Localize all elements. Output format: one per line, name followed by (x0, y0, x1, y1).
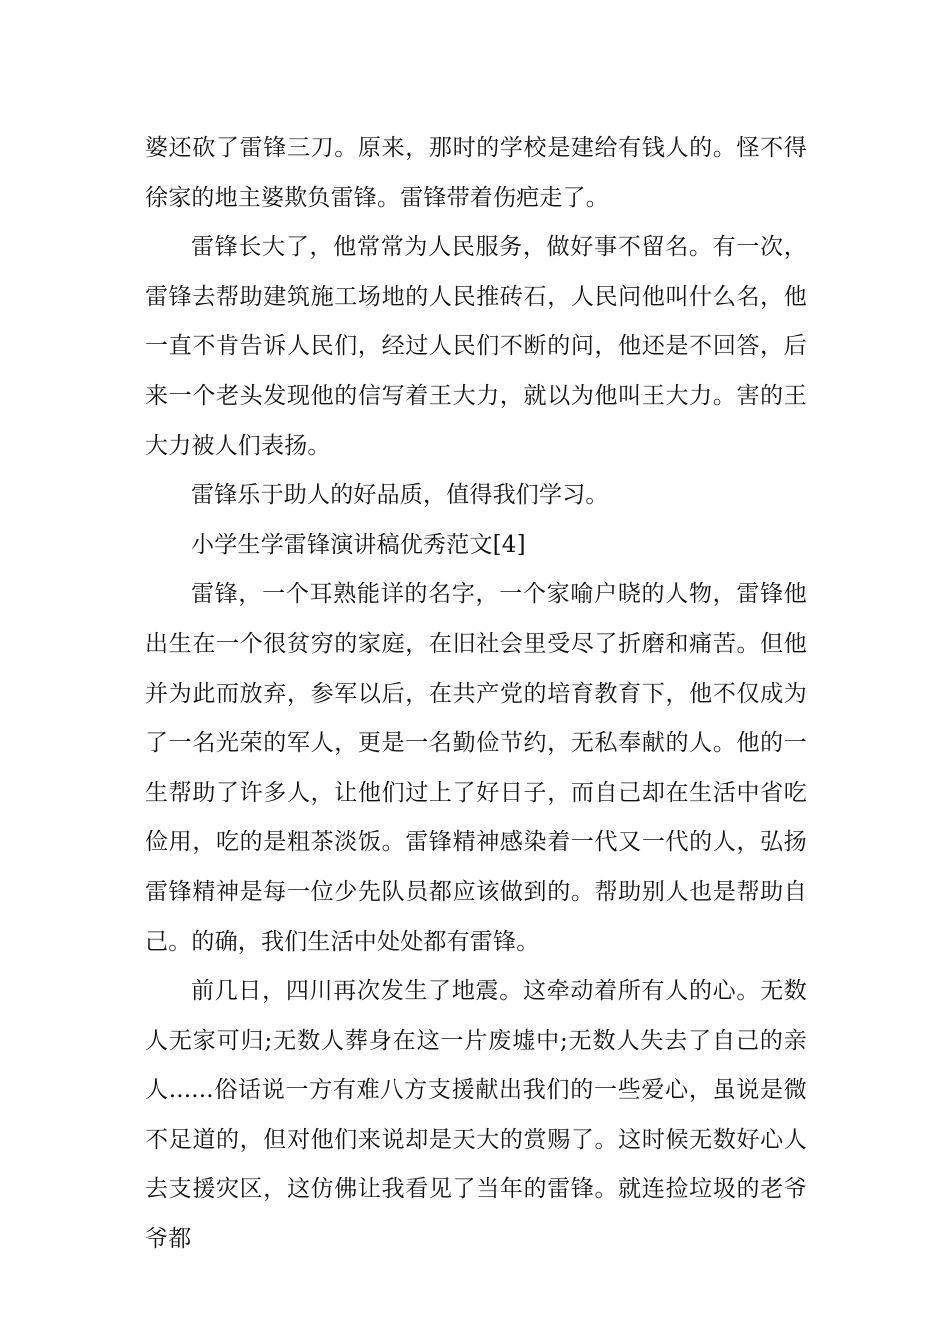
paragraph-5: 前几日，四川再次发生了地震。这牵动着所有人的心。无数人无家可归;无数人葬身在这一片废墟中;无数人失去了自己的亲人......俗话说一方有难八方支援献出我们的一些爱心，虽说是微不足道的，但对他们来说却是天大的赏赐了。这时候无数好心人去支援灾区，这仿佛让我看见了当年的雷锋。就连捡垃圾的老爷爷都 (145, 978, 807, 1253)
paragraph-4: 雷锋，一个耳熟能详的名字，一个家喻户晓的人物，雷锋他出生在一个很贫穷的家庭，在旧社会里受尽了折磨和痛苦。但他并为此而放弃，参军以后，在共产党的培育教育下，他不仅成为了一名光荣的军人，更是一名勤俭节约，无私奉献的人。他的一生帮助了许多人，让他们过上了好日子，而自己却在生活中省吃俭用，吃的是粗茶淡饭。雷锋精神感染着一代又一代的人，弘扬雷锋精神是每一位少先队员都应该做到的。帮助别人也是帮助自己。的确，我们生活中处处都有雷锋。 (145, 581, 807, 955)
section-heading: 小学生学雷锋演讲稿优秀范文[4] (191, 531, 526, 558)
document-body (145, 124, 807, 1265)
paragraph-3: 雷锋乐于助人的好品质，值得我们学习。 (191, 482, 609, 509)
paragraph-1: 婆还砍了雷锋三刀。原来，那时的学校是建给有钱人的。怪不得徐家的地主婆欺负雷锋。雷锋带着伤疤走了。 (145, 135, 807, 211)
paragraph-2: 雷锋长大了，他常常为人民服务，做好事不留名。有一次，雷锋去帮助建筑施工场地的人民推砖石，人民问他叫什么名，他一直不肯告诉人民们，经过人民们不断的问，他还是不回答，后来一个老头发现他的信写着王大力，就以为他叫王大力。害的王大力被人们表扬。 (145, 234, 807, 459)
